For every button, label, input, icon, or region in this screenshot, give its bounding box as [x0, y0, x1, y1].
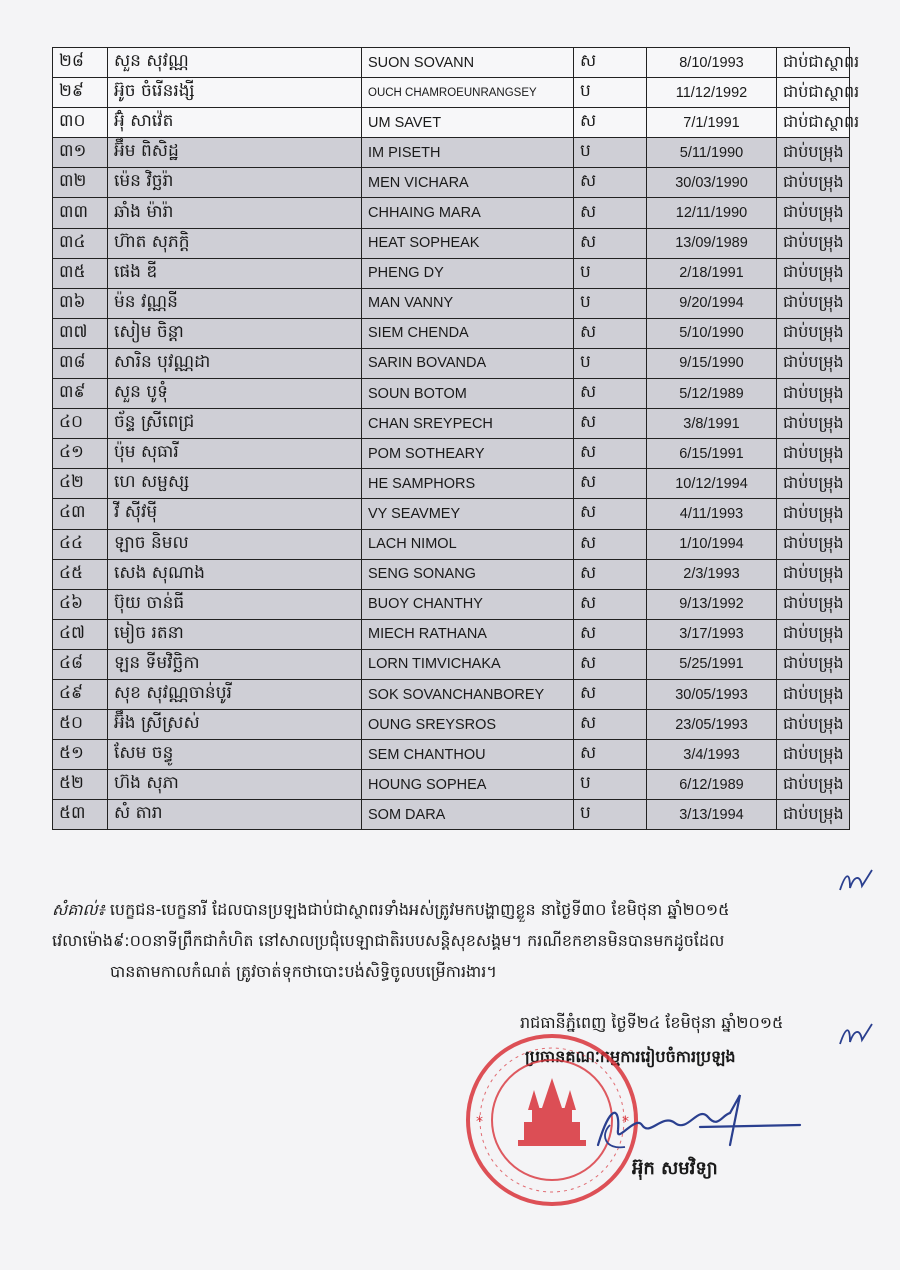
- notice-line-2: វេលាម៉ោង៩:០០នាទីព្រឹកជាកំហិត នៅសាលប្រជុំបេឡាជាតិរបបសន្តិសុខសង្គម។ ករណីខកខានមិនបានមកដូចដែល: [52, 931, 725, 950]
- table-row: [53, 288, 850, 318]
- cell-sex: ស: [574, 228, 647, 258]
- cell-row-number: ៣៧: [53, 318, 108, 348]
- cell-khmer-name: ហេ សម្ផស្ស: [108, 469, 362, 499]
- cell-khmer-name: សេង សុណាង: [108, 559, 362, 589]
- cell-latin-name: HE SAMPHORS: [362, 469, 574, 499]
- cell-row-number: ៥០: [53, 710, 108, 740]
- cell-latin-name: SEM CHANTHOU: [362, 740, 574, 770]
- cell-khmer-name: ប៉ុម សុធារី: [108, 439, 362, 469]
- cell-date-of-birth: 5/11/1990: [647, 138, 777, 168]
- cell-row-number: ៥២: [53, 770, 108, 800]
- table-row: [53, 619, 850, 649]
- cell-khmer-name: ប៊ុយ ចាន់ធី: [108, 589, 362, 619]
- cell-result: ជាប់បម្រុង: [777, 168, 850, 198]
- cell-latin-name: UM SAVET: [362, 108, 574, 138]
- cell-date-of-birth: 6/12/1989: [647, 770, 777, 800]
- cell-row-number: ៤៤: [53, 529, 108, 559]
- cell-sex: ស: [574, 439, 647, 469]
- cell-result: ជាប់បម្រុង: [777, 800, 850, 830]
- cell-khmer-name: សំ តារា: [108, 800, 362, 830]
- cell-date-of-birth: 3/8/1991: [647, 409, 777, 439]
- cell-date-of-birth: 6/15/1991: [647, 439, 777, 469]
- cell-sex: ប: [574, 78, 647, 108]
- cell-sex: ស: [574, 409, 647, 439]
- cell-date-of-birth: 30/03/1990: [647, 168, 777, 198]
- cell-result: ជាប់បម្រុង: [777, 559, 850, 589]
- table-row: [53, 258, 850, 288]
- cell-row-number: ៤៦: [53, 589, 108, 619]
- candidate-table: [52, 47, 860, 830]
- cell-khmer-name: ឡន ទីមវិច្ឆិកា: [108, 649, 362, 679]
- cell-latin-name: MEN VICHARA: [362, 168, 574, 198]
- cell-date-of-birth: 12/11/1990: [647, 198, 777, 228]
- cell-latin-name: SIEM CHENDA: [362, 318, 574, 348]
- signatory-name: អ៊ុក សមវិទ្យា: [632, 1158, 718, 1179]
- cell-row-number: ៣៥: [53, 258, 108, 288]
- cell-row-number: ២៩: [53, 78, 108, 108]
- cell-result: ជាប់បម្រុង: [777, 649, 850, 679]
- cell-result: ជាប់បម្រុង: [777, 469, 850, 499]
- cell-khmer-name: ហ៊ាត សុភក្តិ: [108, 228, 362, 258]
- cell-row-number: ៤៩: [53, 679, 108, 709]
- cell-khmer-name: សួន សុវណ្ណ: [108, 48, 362, 78]
- cell-khmer-name: អ៊ូច ចំរើនរង្សី: [108, 78, 362, 108]
- cell-date-of-birth: 5/10/1990: [647, 318, 777, 348]
- table-row: [53, 348, 850, 378]
- table-row: [53, 740, 850, 770]
- notice-paragraph: [52, 894, 852, 987]
- cell-date-of-birth: 7/1/1991: [647, 108, 777, 138]
- cell-sex: ប: [574, 800, 647, 830]
- table-row: [53, 439, 850, 469]
- cell-result: ជាប់ជាស្ថាពរ: [777, 48, 850, 78]
- cell-date-of-birth: 3/4/1993: [647, 740, 777, 770]
- cell-row-number: ៣៨: [53, 348, 108, 378]
- table-row: [53, 469, 850, 499]
- cell-latin-name: SOUN BOTOM: [362, 379, 574, 409]
- cell-date-of-birth: 13/09/1989: [647, 228, 777, 258]
- cell-khmer-name: ម៉ន វណ្ណនី: [108, 288, 362, 318]
- cell-row-number: ៣៩: [53, 379, 108, 409]
- table-row: [53, 78, 850, 108]
- cell-latin-name: CHAN SREYPECH: [362, 409, 574, 439]
- cell-latin-name: OUCH CHAMROEUNRANGSEY: [362, 78, 574, 108]
- table-row: [53, 589, 850, 619]
- cell-khmer-name: ម៉េន វិច្ឆរ៉ា: [108, 168, 362, 198]
- cell-date-of-birth: 23/05/1993: [647, 710, 777, 740]
- cell-khmer-name: អ៊ឹម ពិសិដ្ឋ: [108, 138, 362, 168]
- cell-sex: ប: [574, 770, 647, 800]
- cell-khmer-name: សុខ សុវណ្ណចាន់បូរី: [108, 679, 362, 709]
- cell-result: ជាប់បម្រុង: [777, 138, 850, 168]
- cell-khmer-name: មៀច រតនា: [108, 619, 362, 649]
- table-row: [53, 379, 850, 409]
- svg-text:*: *: [476, 1114, 483, 1130]
- cell-date-of-birth: 30/05/1993: [647, 679, 777, 709]
- cell-result: ជាប់បម្រុង: [777, 770, 850, 800]
- cell-sex: ស: [574, 679, 647, 709]
- cell-khmer-name: សួន បូទុំ: [108, 379, 362, 409]
- cell-latin-name: POM SOTHEARY: [362, 439, 574, 469]
- cell-result: ជាប់បម្រុង: [777, 619, 850, 649]
- table-row: [53, 48, 850, 78]
- cell-result: ជាប់បម្រុង: [777, 228, 850, 258]
- cell-latin-name: HEAT SOPHEAK: [362, 228, 574, 258]
- cell-latin-name: SENG SONANG: [362, 559, 574, 589]
- cell-date-of-birth: 9/13/1992: [647, 589, 777, 619]
- cell-result: ជាប់បម្រុង: [777, 348, 850, 378]
- cell-result: ជាប់បម្រុង: [777, 740, 850, 770]
- cell-latin-name: VY SEAVMEY: [362, 499, 574, 529]
- cell-sex: ស: [574, 168, 647, 198]
- cell-row-number: ៣០: [53, 108, 108, 138]
- cell-khmer-name: សារិន បុវណ្ណដា: [108, 348, 362, 378]
- cell-khmer-name: អ៊ុំ សាវ៉េត: [108, 108, 362, 138]
- cell-sex: ស: [574, 529, 647, 559]
- cell-result: ជាប់បម្រុង: [777, 288, 850, 318]
- cell-latin-name: IM PISETH: [362, 138, 574, 168]
- table-row: [53, 529, 850, 559]
- cell-result: ជាប់បម្រុង: [777, 258, 850, 288]
- cell-latin-name: LACH NIMOL: [362, 529, 574, 559]
- cell-sex: ស: [574, 740, 647, 770]
- svg-text:*: *: [622, 1114, 629, 1130]
- cell-row-number: ៤៥: [53, 559, 108, 589]
- table-row: [53, 770, 850, 800]
- cell-result: ជាប់បម្រុង: [777, 499, 850, 529]
- cell-row-number: ៤០: [53, 409, 108, 439]
- cell-date-of-birth: 2/18/1991: [647, 258, 777, 288]
- cell-result: ជាប់បម្រុង: [777, 198, 850, 228]
- cell-result: ជាប់បម្រុង: [777, 589, 850, 619]
- cell-khmer-name: ហ៊ង សុភា: [108, 770, 362, 800]
- cell-sex: ស: [574, 589, 647, 619]
- cell-latin-name: OUNG SREYSROS: [362, 710, 574, 740]
- cell-khmer-name: ផេង ឌី: [108, 258, 362, 288]
- notice-line-1: បេក្ខជន-បេក្ខនារី ដែលបានប្រឡងជាប់ជាស្ថាពរទាំងអស់ត្រូវមកបង្ហាញខ្លួន នាថ្ងៃទី៣០ ខែមិថុនា ឆ្នាំ២០១៥: [109, 900, 730, 919]
- cell-date-of-birth: 3/13/1994: [647, 800, 777, 830]
- cell-row-number: ៣៣: [53, 198, 108, 228]
- cell-latin-name: SUON SOVANN: [362, 48, 574, 78]
- cell-sex: ប: [574, 258, 647, 288]
- handwritten-signature-icon: [580, 1085, 810, 1165]
- cell-date-of-birth: 4/11/1993: [647, 499, 777, 529]
- cell-latin-name: SOK SOVANCHANBOREY: [362, 679, 574, 709]
- margin-initial-icon: [836, 1020, 876, 1050]
- table-row: [53, 138, 850, 168]
- cell-result: ជាប់ជាស្ថាពរ: [777, 108, 850, 138]
- notice-label: សំគាល់៖: [52, 900, 105, 919]
- cell-result: ជាប់បម្រុង: [777, 439, 850, 469]
- cell-date-of-birth: 9/15/1990: [647, 348, 777, 378]
- cell-latin-name: BUOY CHANTHY: [362, 589, 574, 619]
- cell-sex: ប: [574, 288, 647, 318]
- cell-latin-name: LORN TIMVICHAKA: [362, 649, 574, 679]
- cell-date-of-birth: 5/12/1989: [647, 379, 777, 409]
- table-row: [53, 318, 850, 348]
- cell-row-number: ៥១: [53, 740, 108, 770]
- cell-result: ជាប់បម្រុង: [777, 318, 850, 348]
- cell-sex: ស: [574, 379, 647, 409]
- cell-sex: ស: [574, 318, 647, 348]
- margin-initial-icon: [836, 866, 876, 896]
- notice-line-3: បានតាមកាលកំណត់ ត្រូវចាត់ទុកថាបោះបង់សិទ្ធិចូលបម្រើការងារ។: [110, 962, 497, 981]
- cell-result: ជាប់បម្រុង: [777, 529, 850, 559]
- cell-row-number: ៤៨: [53, 649, 108, 679]
- cell-latin-name: SOM DARA: [362, 800, 574, 830]
- cell-row-number: ៤៧: [53, 619, 108, 649]
- cell-row-number: ៤២: [53, 469, 108, 499]
- cell-row-number: ៣១: [53, 138, 108, 168]
- cell-date-of-birth: 11/12/1992: [647, 78, 777, 108]
- cell-row-number: ៣៤: [53, 228, 108, 258]
- cell-date-of-birth: 1/10/1994: [647, 529, 777, 559]
- cell-latin-name: MAN VANNY: [362, 288, 574, 318]
- cell-latin-name: MIECH RATHANA: [362, 619, 574, 649]
- cell-result: ជាប់ជាស្ថាពរ: [777, 78, 850, 108]
- cell-result: ជាប់បម្រុង: [777, 379, 850, 409]
- signature-date-line: រាជធានីភ្នំពេញ ថ្ងៃទី២៤ ខែមិថុនា ឆ្នាំ២០១៥: [520, 1013, 784, 1032]
- table-row: [53, 800, 850, 830]
- cell-row-number: ៥៣: [53, 800, 108, 830]
- cell-date-of-birth: 8/10/1993: [647, 48, 777, 78]
- cell-sex: ស: [574, 649, 647, 679]
- cell-date-of-birth: 3/17/1993: [647, 619, 777, 649]
- table-row: [53, 499, 850, 529]
- cell-sex: ប: [574, 138, 647, 168]
- cell-row-number: ២៨: [53, 48, 108, 78]
- signatory-role: ប្រធានគណៈកម្មការរៀបចំការប្រឡង: [525, 1047, 736, 1066]
- table-row: [53, 559, 850, 589]
- cell-sex: ស: [574, 619, 647, 649]
- candidate-table-body: [53, 48, 860, 830]
- cell-date-of-birth: 10/12/1994: [647, 469, 777, 499]
- cell-date-of-birth: 2/3/1993: [647, 559, 777, 589]
- cell-row-number: ៤៣: [53, 499, 108, 529]
- cell-sex: ស: [574, 499, 647, 529]
- cell-khmer-name: វី ស៊ីវម៉ី: [108, 499, 362, 529]
- cell-result: ជាប់បម្រុង: [777, 710, 850, 740]
- table-row: [53, 409, 850, 439]
- cell-khmer-name: សែម ចន្ធូ: [108, 740, 362, 770]
- table-row: [53, 679, 850, 709]
- cell-sex: ស: [574, 48, 647, 78]
- cell-sex: ស: [574, 108, 647, 138]
- table-row: [53, 228, 850, 258]
- table-row: [53, 198, 850, 228]
- cell-latin-name: SARIN BOVANDA: [362, 348, 574, 378]
- cell-row-number: ៣២: [53, 168, 108, 198]
- table-row: [53, 108, 850, 138]
- cell-khmer-name: សៀម ចិន្តា: [108, 318, 362, 348]
- table-row: [53, 168, 850, 198]
- cell-latin-name: HOUNG SOPHEA: [362, 770, 574, 800]
- cell-latin-name: CHHAING MARA: [362, 198, 574, 228]
- cell-sex: ប: [574, 348, 647, 378]
- cell-khmer-name: ឆាំង ម៉ារ៉ា: [108, 198, 362, 228]
- table-row: [53, 710, 850, 740]
- cell-khmer-name: ឡាច និមល: [108, 529, 362, 559]
- cell-khmer-name: ច័ន្ទ ស្រីពេជ្រ: [108, 409, 362, 439]
- cell-sex: ស: [574, 559, 647, 589]
- cell-row-number: ៤១: [53, 439, 108, 469]
- cell-sex: ស: [574, 469, 647, 499]
- table-row: [53, 649, 850, 679]
- cell-result: ជាប់បម្រុង: [777, 679, 850, 709]
- cell-date-of-birth: 9/20/1994: [647, 288, 777, 318]
- cell-sex: ស: [574, 198, 647, 228]
- cell-latin-name: PHENG DY: [362, 258, 574, 288]
- cell-khmer-name: អ៊ឹង ស្រីស្រស់: [108, 710, 362, 740]
- cell-sex: ស: [574, 710, 647, 740]
- cell-date-of-birth: 5/25/1991: [647, 649, 777, 679]
- cell-result: ជាប់បម្រុង: [777, 409, 850, 439]
- cell-row-number: ៣៦: [53, 288, 108, 318]
